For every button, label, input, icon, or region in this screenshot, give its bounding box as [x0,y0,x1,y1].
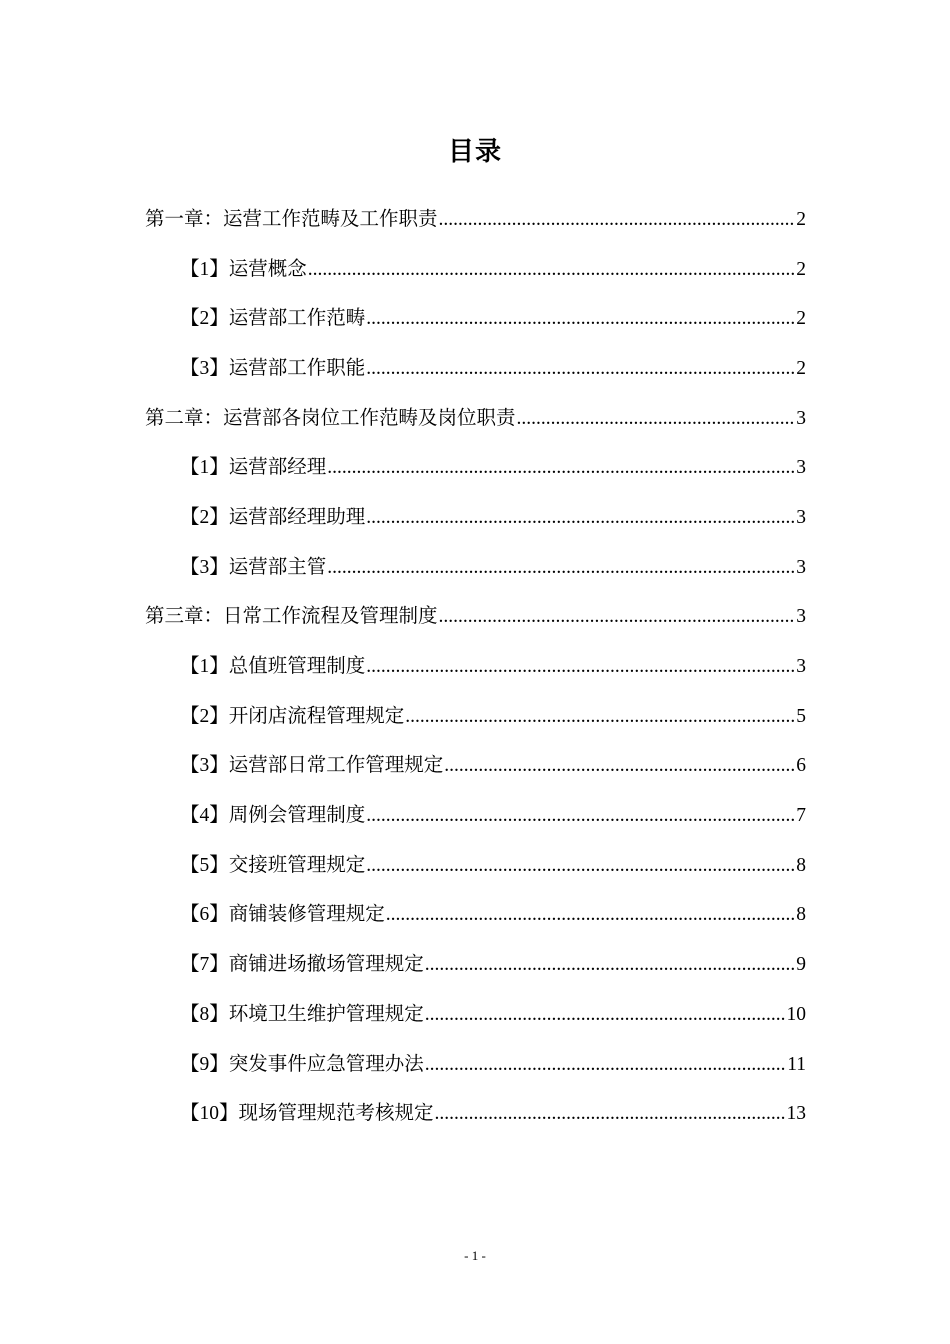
toc-dot-leader [439,605,796,629]
page-number: - 1 - [464,1248,486,1263]
toc-entry[interactable] [145,841,806,891]
toc-entry-label: 第二章：运营部各岗位工作范畴及岗位职责 [145,407,516,429]
toc-entry[interactable] [145,642,806,692]
toc-entry-label: 第三章：日常工作流程及管理制度 [145,606,438,628]
toc-entry-page: 9 [796,954,806,976]
toc-entry-label: 【3】运营部日常工作管理规定 [180,755,444,777]
page-title: 目录 [447,137,502,166]
toc-entry[interactable] [145,344,806,394]
toc-entry-page: 3 [796,606,806,628]
table-of-contents [145,195,806,1139]
toc-entry[interactable] [145,891,806,941]
toc-dot-leader [327,556,795,580]
toc-dot-leader [439,208,796,232]
toc-entry[interactable] [145,940,806,990]
toc-entry-page: 2 [796,308,806,330]
toc-entry-page: 3 [796,506,806,528]
toc-dot-leader [405,705,795,729]
toc-dot-leader [366,307,795,331]
toc-entry[interactable] [145,692,806,742]
toc-entry-label: 【1】总值班管理制度 [180,656,366,678]
toc-entry-label: 【8】环境卫生维护管理规定 [180,1003,424,1025]
toc-entry-label: 【7】商铺进场撤场管理规定 [180,954,424,976]
toc-entry-page: 5 [796,705,806,727]
toc-entry-label: 【3】运营部工作职能 [180,357,366,379]
toc-entry[interactable] [145,195,806,245]
toc-dot-leader [366,854,795,878]
toc-entry-page: 10 [786,1003,806,1025]
toc-entry[interactable] [145,791,806,841]
toc-entry-page: 6 [796,755,806,777]
toc-entry-label: 【10】现场管理规范考核规定 [180,1103,434,1125]
toc-entry-label: 【6】商铺装修管理规定 [180,904,385,926]
toc-entry-label: 【5】交接班管理规定 [180,854,366,876]
toc-entry-label: 【3】运营部主管 [180,556,327,578]
toc-entry-label: 【1】运营概念 [180,258,307,280]
toc-entry[interactable] [145,990,806,1040]
toc-dot-leader [366,804,795,828]
toc-entry-page: 2 [796,208,806,230]
toc-entry-label: 【1】运营部经理 [180,457,327,479]
toc-dot-leader [366,655,795,679]
toc-entry-page: 11 [787,1053,806,1075]
toc-dot-leader [327,456,795,480]
toc-dot-leader [308,258,795,282]
toc-dot-leader [435,1102,786,1126]
toc-dot-leader [386,903,795,927]
toc-entry-page: 13 [786,1103,806,1125]
toc-entry-page: 2 [796,258,806,280]
toc-entry[interactable] [145,593,806,643]
toc-entry[interactable] [145,294,806,344]
toc-entry-page: 8 [796,854,806,876]
toc-entry[interactable] [145,493,806,543]
toc-entry[interactable] [145,245,806,295]
toc-entry-page: 3 [796,656,806,678]
toc-entry[interactable] [145,443,806,493]
toc-entry-page: 7 [796,805,806,827]
toc-entry-page: 3 [796,407,806,429]
toc-entry-page: 3 [796,556,806,578]
toc-entry[interactable] [145,742,806,792]
toc-dot-leader [425,1003,786,1027]
toc-dot-leader [425,1053,786,1077]
toc-entry[interactable] [145,1089,806,1139]
toc-dot-leader [366,506,795,530]
toc-entry-label: 【4】周例会管理制度 [180,805,366,827]
toc-dot-leader [517,407,796,431]
toc-entry-page: 2 [796,357,806,379]
toc-entry[interactable] [145,394,806,444]
toc-entry[interactable] [145,1040,806,1090]
toc-entry[interactable] [145,543,806,593]
toc-entry-page: 8 [796,904,806,926]
toc-dot-leader [366,357,795,381]
toc-entry-label: 【2】运营部工作范畴 [180,308,366,330]
toc-entry-label: 【2】运营部经理助理 [180,506,366,528]
toc-entry-label: 【9】突发事件应急管理办法 [180,1053,424,1075]
toc-dot-leader [425,953,795,977]
toc-entry-label: 【2】开闭店流程管理规定 [180,705,405,727]
toc-entry-label: 第一章：运营工作范畴及工作职责 [145,208,438,230]
toc-dot-leader [444,754,795,778]
toc-entry-page: 3 [796,457,806,479]
